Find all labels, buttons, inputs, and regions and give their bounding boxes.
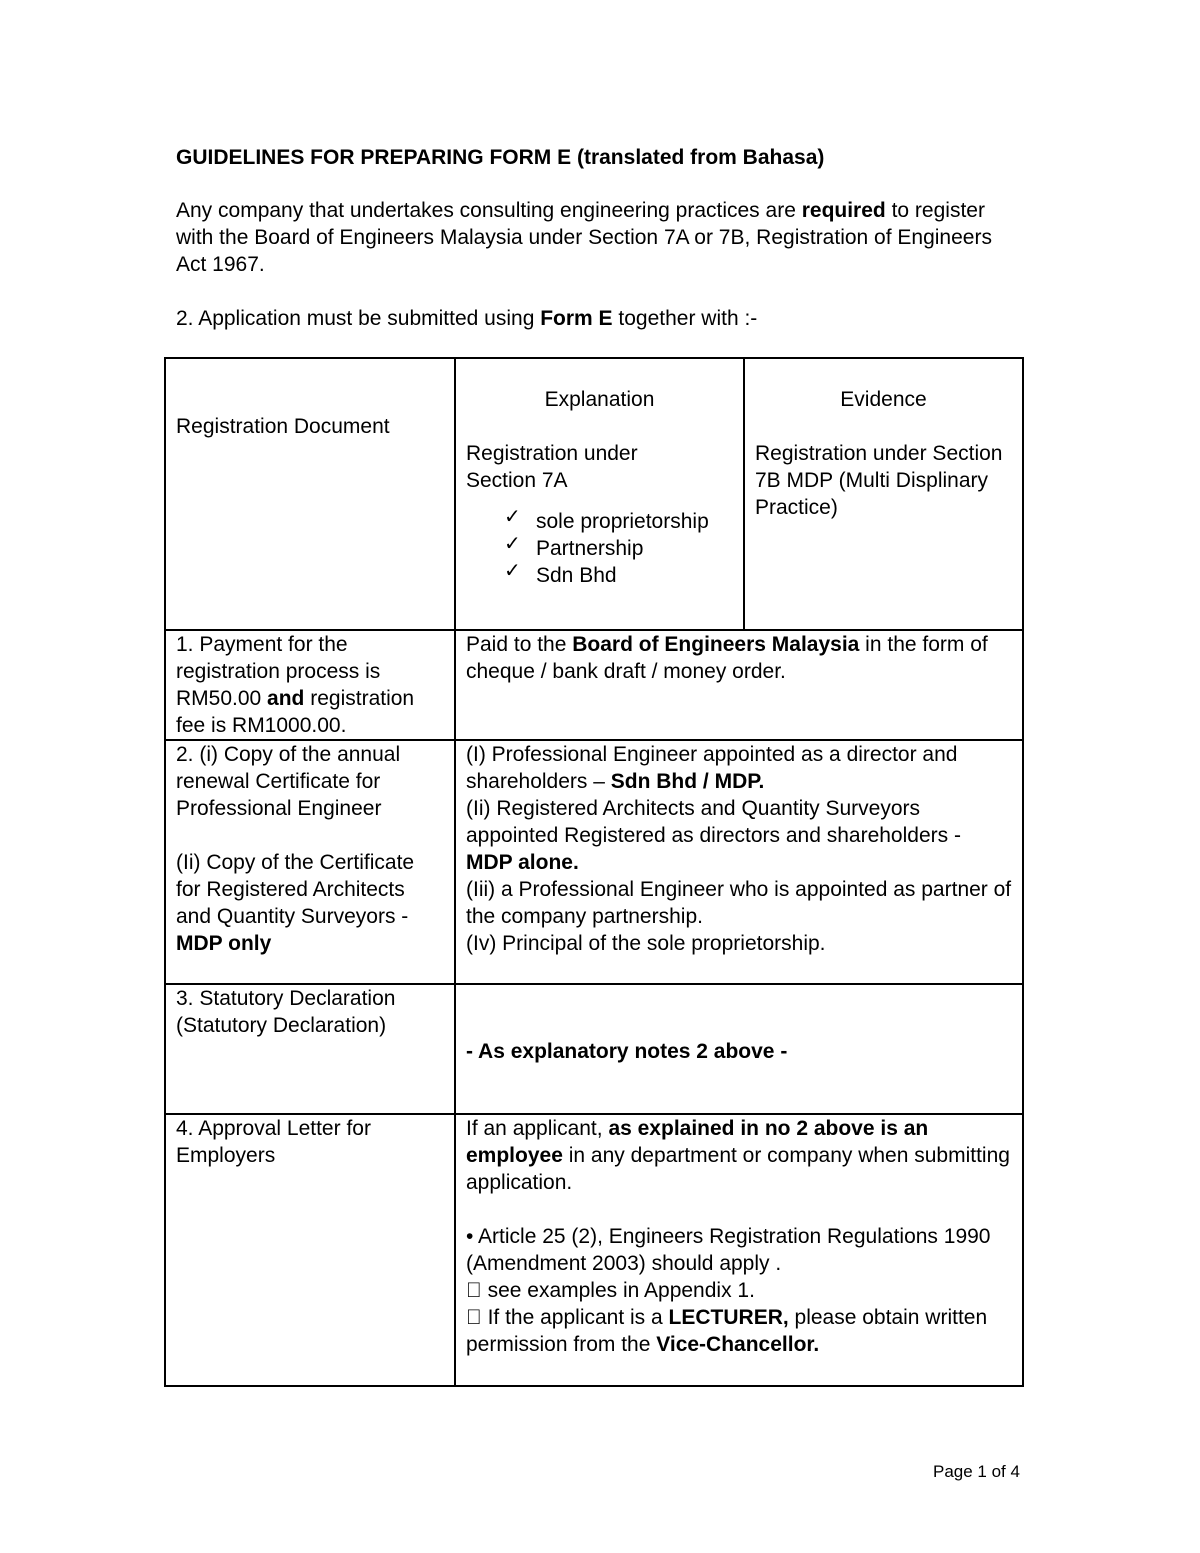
intro-paragraph <box>176 197 1026 278</box>
row2-document-cell: 2. (i) Copy of the annual renewal Certificate for Professional Engineer (Ii) Copy of the Certificate for Registered Architects and Quantity Surveyors - MDP only <box>165 740 455 984</box>
list-item: ✓ Partnership <box>504 533 644 560</box>
table-header-row <box>165 358 1023 630</box>
document-title: GUIDELINES FOR PREPARING FORM E (translated from Bahasa) <box>176 146 825 169</box>
intro-required: required <box>801 199 886 222</box>
intro-text-a: Any company that undertakes consulting engineering practices are <box>176 199 802 222</box>
header-evidence-text: Registration under Section 7B MDP (Multi Displinary Practice) <box>755 442 1003 519</box>
header-document-label: Registration Document <box>176 415 390 438</box>
row4-document-cell: 4. Approval Letter for Employers <box>165 1114 455 1386</box>
intro-text-b: to register with the Board of Engineers Malaysia under Section 7A or 7B, Registration of Engineers Act 1967. <box>176 199 992 276</box>
header-cell-document <box>165 358 455 630</box>
header-cell-explanation <box>455 358 744 630</box>
header-explanation-label: Explanation <box>544 388 655 411</box>
row3-explanation-cell: - As explanatory notes 2 above - <box>455 984 1023 1114</box>
row1-document-cell: 1. Payment for the registration process is RM50.00 and registration fee is RM1000.00. <box>165 630 455 740</box>
page-number: Page 1 of 4 <box>933 1462 1020 1481</box>
row3-document-cell: 3. Statutory Declaration (Statutory Declaration) <box>165 984 455 1114</box>
check-mark-icon: ✓ <box>504 560 521 582</box>
application-line <box>176 305 757 332</box>
entity-type-list <box>504 508 733 589</box>
application-form-e: Form E <box>540 307 613 330</box>
application-text-b: together with :- <box>612 307 758 330</box>
check-mark-icon: ✓ <box>504 533 521 555</box>
header-explanation-line1: Registration under <box>466 442 638 465</box>
row2-explanation-cell: (I) Professional Engineer appointed as a director and shareholders – Sdn Bhd / MDP. (Ii) Registered Architects and Quantity Surveyors appointed Registered as directors and shareholders - MDP alone. (Iii) a Professional Engineer who is appointed as partner of the company partnership. (Iv) Principal of the sole proprietorship. <box>455 740 1023 984</box>
table-row <box>165 630 1023 740</box>
table-row <box>165 740 1023 984</box>
requirements-table <box>164 357 1024 1387</box>
header-cell-evidence <box>744 358 1023 630</box>
row1-explanation-cell: Paid to the Board of Engineers Malaysia in the form of cheque / bank draft / money order. <box>455 630 1023 740</box>
application-text-a: 2. Application must be submitted using <box>176 307 541 330</box>
list-item: ✓ sole proprietorship <box>504 506 709 533</box>
check-mark-icon: ✓ <box>504 506 521 528</box>
table-row <box>165 1114 1023 1386</box>
table-row <box>165 984 1023 1114</box>
header-evidence-label: Evidence <box>840 388 927 411</box>
header-explanation-line2: Section 7A <box>466 469 568 492</box>
row4-explanation-cell: If an applicant, as explained in no 2 above is an employee in any department or company when submitting application. • Article 25 (2), Engineers Registration Regulations 1990 (Amendment 2003) should apply . see examples in Appendix 1. If the applicant is a LECTURER, please obtain written permission from the Vice-Chancellor. <box>455 1114 1023 1386</box>
list-item: ✓ Sdn Bhd <box>504 560 617 587</box>
